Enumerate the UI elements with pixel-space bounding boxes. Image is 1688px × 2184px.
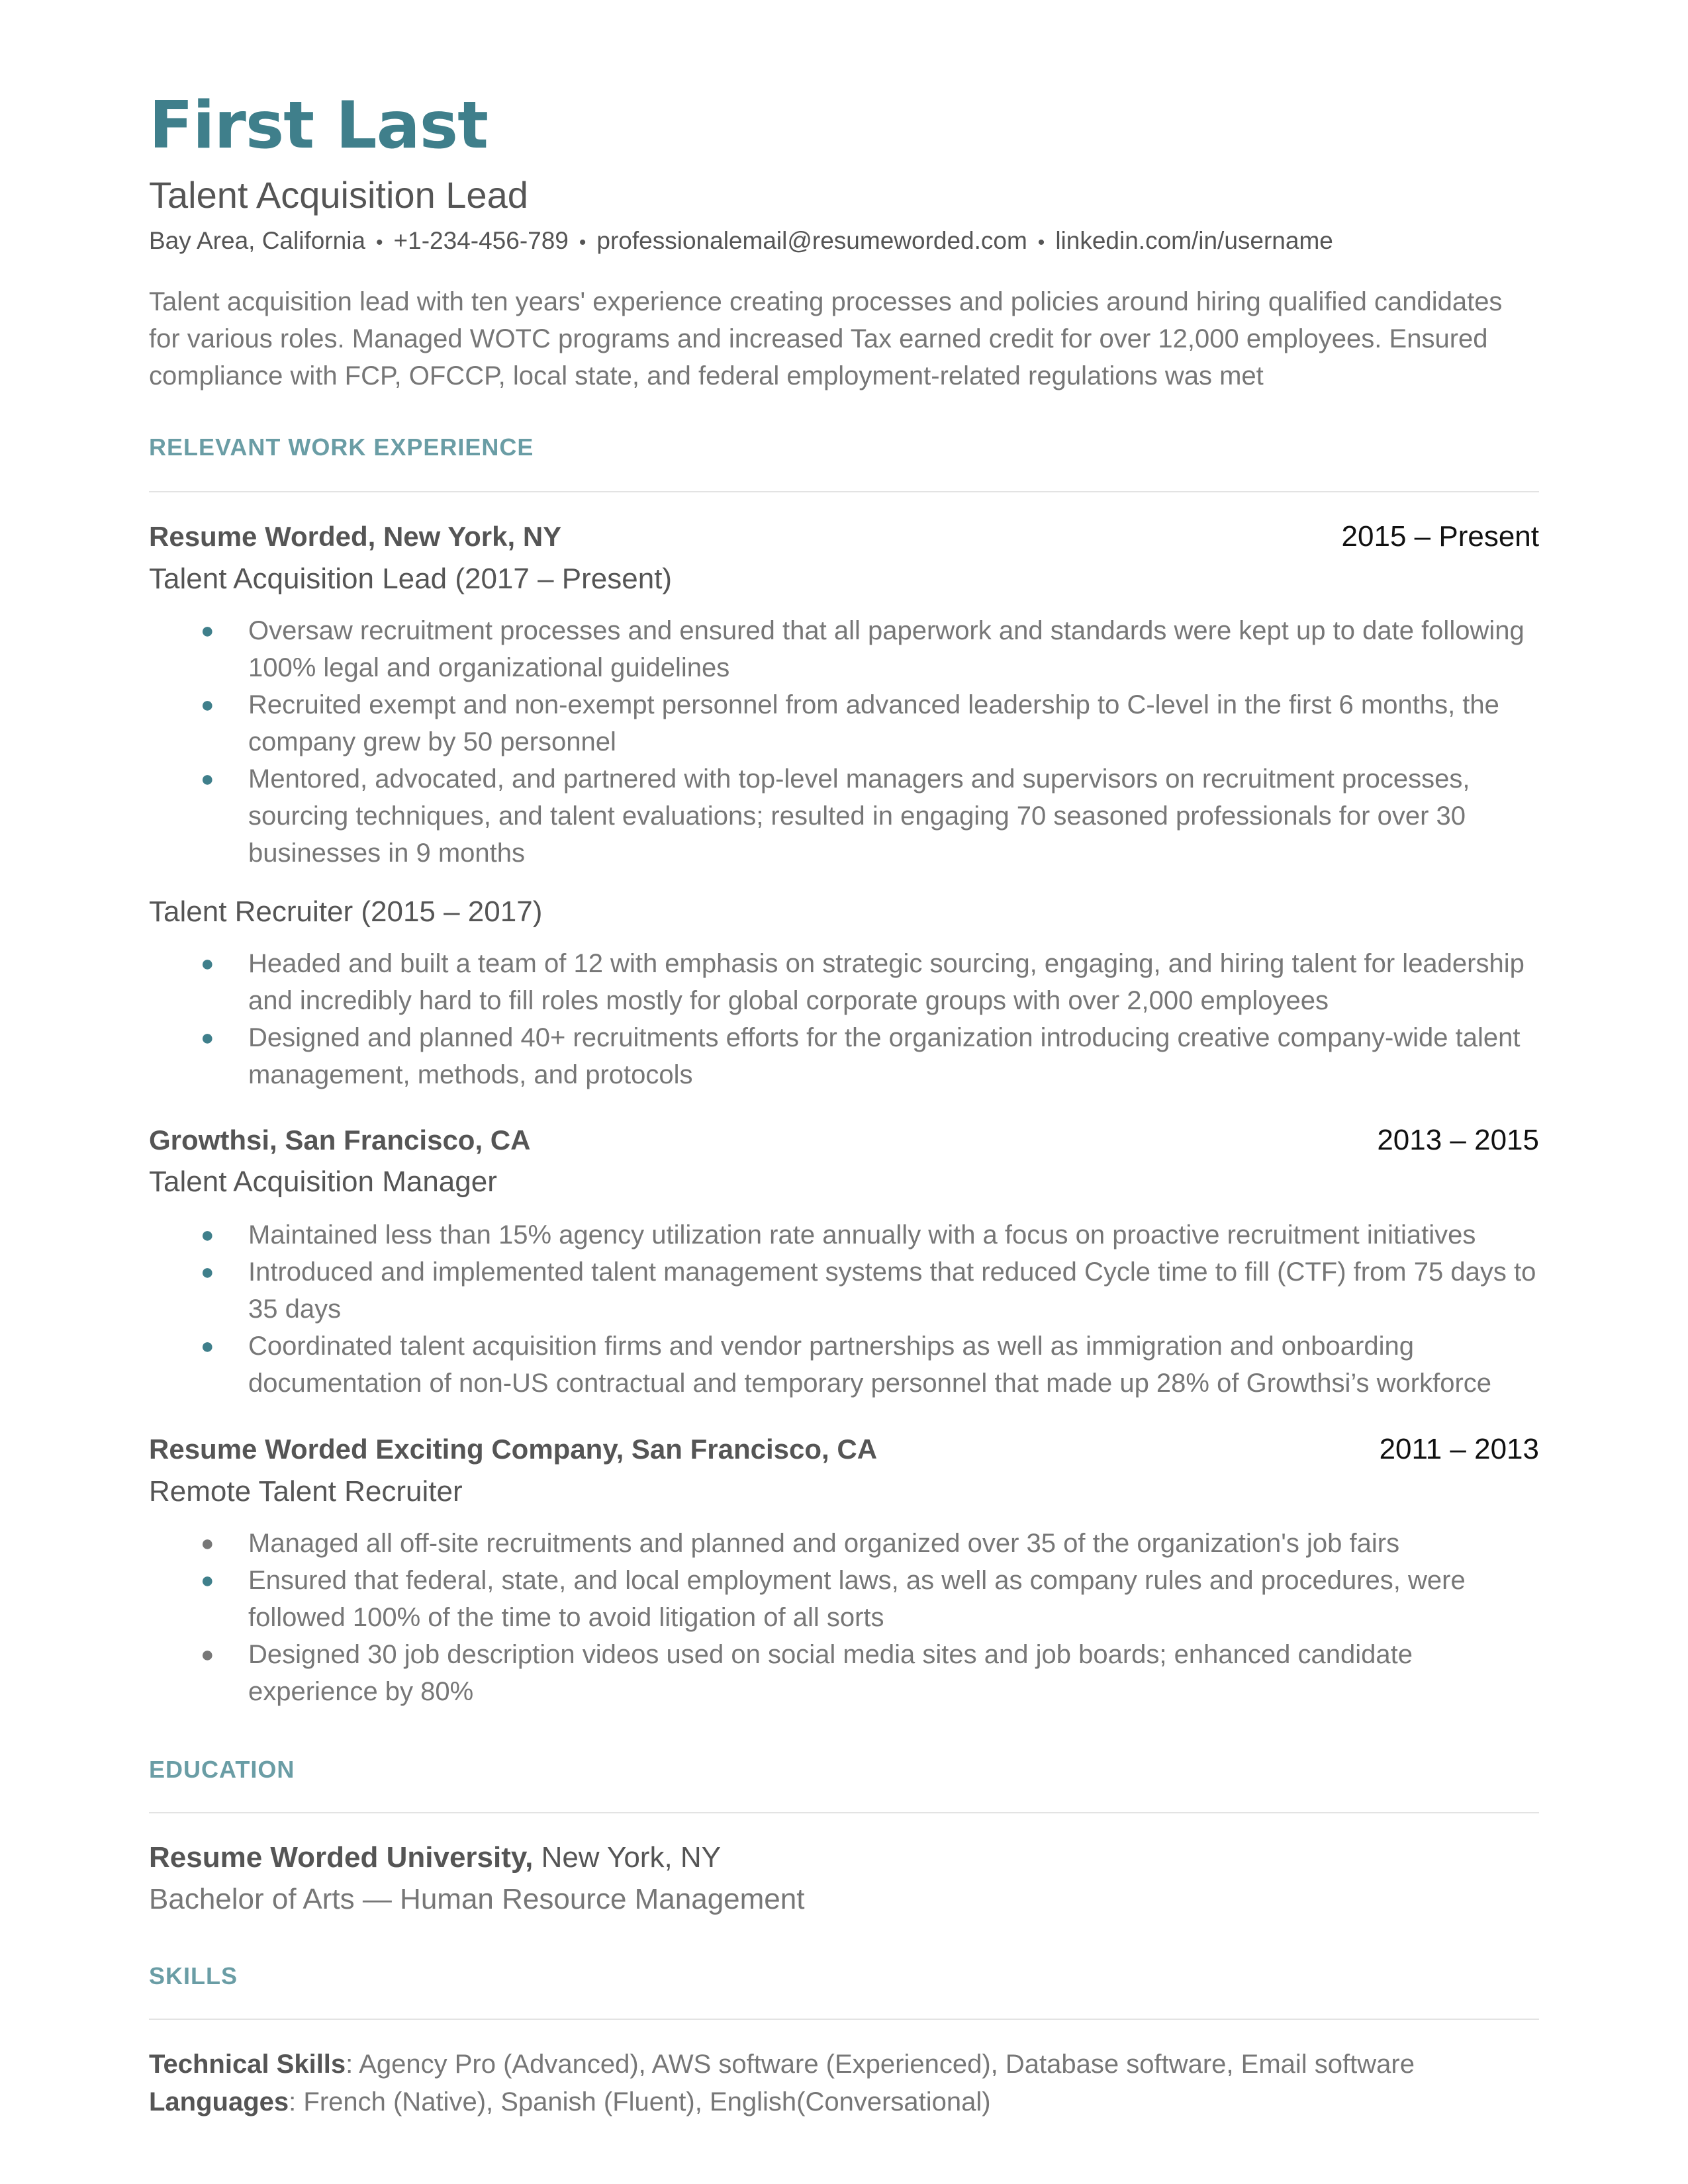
skills-languages-label: Languages bbox=[149, 2087, 289, 2116]
contact-email: professionalemail@resumeworded.com bbox=[596, 227, 1027, 254]
bullet-icon: ● bbox=[201, 766, 214, 792]
bullet-text: Designed and planned 40+ recruitments efforts for the organization introducing creative company-wide talent management, methods, and protocols bbox=[248, 1023, 1521, 1089]
job-bullet-list bbox=[149, 612, 1539, 872]
bullet-text: Oversaw recruitment processes and ensured that all paperwork and standards were kept up to date following 100% legal and organizational guidelines bbox=[248, 616, 1524, 682]
bullet-text: Recruited exempt and non-exempt personnel from advanced leadership to C-level in the first 6 months, the company grew by 50 personnel bbox=[248, 690, 1499, 756]
contact-phone: +1-234-456-789 bbox=[393, 227, 569, 254]
job-header bbox=[149, 1430, 1539, 1469]
section-divider bbox=[149, 491, 1539, 492]
job-company: Resume Worded Exciting Company, San Francisco, CA bbox=[149, 1433, 878, 1465]
skills-technical bbox=[149, 2046, 1415, 2083]
bullet-icon: ● bbox=[201, 951, 214, 976]
job-bullet-list bbox=[149, 945, 1539, 1093]
education-degree: Bachelor of Arts — Human Resource Management bbox=[149, 1883, 805, 1915]
list-item bbox=[149, 1562, 1539, 1636]
bullet-text: Mentored, advocated, and partnered with top-level managers and supervisors on recruitment processes, sourcing techniques, and talent evaluations; resulted in engaging 70 seasoned professionals for over 30 businesses in 9 months bbox=[248, 764, 1470, 868]
bullet-text: Managed all off-site recruitments and planned and organized over 35 of the organization's job fairs bbox=[248, 1529, 1400, 1558]
skills-technical-label: Technical Skills bbox=[149, 2050, 346, 2079]
bullet-icon: ● bbox=[201, 1259, 214, 1285]
bullet-text: Maintained less than 15% agency utilization rate annually with a focus on proactive recruitment initiatives bbox=[248, 1220, 1476, 1250]
list-item bbox=[149, 1253, 1539, 1328]
section-divider bbox=[149, 2019, 1539, 2020]
bullet-icon: ● bbox=[201, 1025, 214, 1050]
headline: Talent Acquisition Lead bbox=[149, 174, 528, 216]
job-bullet-list bbox=[149, 1216, 1539, 1402]
job-role-title: Talent Acquisition Lead (2017 – Present) bbox=[149, 563, 673, 595]
education-location: New York, NY bbox=[541, 1841, 722, 1874]
education-school-line bbox=[149, 1838, 721, 1878]
list-item bbox=[149, 612, 1539, 686]
skills-languages-value: : French (Native), Spanish (Fluent), English(Conversational) bbox=[289, 2087, 991, 2116]
bullet-text: Coordinated talent acquisition firms and vendor partnerships as well as immigration and onboarding documentation of non-US contractual and temporary personnel that made up 28% of Growthsi’s workforce bbox=[248, 1332, 1492, 1398]
bullet-text: Ensured that federal, state, and local employment laws, as well as company rules and procedures, were followed 100% of the time to avoid litigation of all sorts bbox=[248, 1566, 1466, 1632]
job-bullet-list bbox=[149, 1525, 1539, 1710]
contact-linkedin: linkedin.com/in/username bbox=[1055, 227, 1333, 254]
list-item bbox=[149, 945, 1539, 1019]
list-item bbox=[149, 1216, 1539, 1253]
section-divider bbox=[149, 1812, 1539, 1813]
job-header bbox=[149, 1120, 1539, 1160]
job-dates: 2011 – 2013 bbox=[1379, 1433, 1539, 1465]
job-role-title: Remote Talent Recruiter bbox=[149, 1475, 463, 1508]
bullet-text: Headed and built a team of 12 with emphasis on strategic sourcing, engaging, and hiring talent for leadership and incredibly hard to fill roles mostly for global corporate groups with over 2,000 employees bbox=[248, 949, 1524, 1015]
bullet-icon: ● bbox=[201, 1568, 214, 1593]
section-title-experience: RELEVANT WORK EXPERIENCE bbox=[149, 433, 534, 461]
section-title-education: EDUCATION bbox=[149, 1756, 295, 1783]
list-item bbox=[149, 686, 1539, 760]
job-company: Growthsi, San Francisco, CA bbox=[149, 1124, 531, 1156]
bullet-icon: ● bbox=[201, 1531, 214, 1556]
list-item bbox=[149, 1328, 1539, 1402]
list-item bbox=[149, 1019, 1539, 1093]
bullet-icon: ● bbox=[201, 1222, 214, 1248]
separator-dot: • bbox=[579, 232, 586, 253]
bullet-icon: ● bbox=[201, 618, 214, 643]
contact-location: Bay Area, California bbox=[149, 227, 366, 254]
list-item bbox=[149, 760, 1539, 872]
skills-technical-value: : Agency Pro (Advanced), AWS software (Experienced), Database software, Email software bbox=[346, 2050, 1415, 2079]
list-item bbox=[149, 1525, 1539, 1562]
job-dates: 2015 – Present bbox=[1341, 520, 1539, 553]
separator-dot: • bbox=[1037, 232, 1045, 253]
education-school: Resume Worded University, bbox=[149, 1841, 534, 1874]
job-role-title: Talent Recruiter (2015 – 2017) bbox=[149, 895, 543, 928]
bullet-icon: ● bbox=[201, 1334, 214, 1359]
contact-line bbox=[149, 225, 1333, 259]
job-header bbox=[149, 517, 1539, 557]
bullet-icon: ● bbox=[201, 692, 214, 717]
skills-languages bbox=[149, 2083, 991, 2120]
job-company: Resume Worded, New York, NY bbox=[149, 521, 562, 552]
candidate-name: First Last bbox=[149, 88, 488, 163]
list-item bbox=[149, 1636, 1539, 1710]
job-dates: 2013 – 2015 bbox=[1377, 1124, 1539, 1156]
summary-paragraph: Talent acquisition lead with ten years' experience creating processes and policies around hiring qualified candidates for various roles. Managed WOTC programs and increased Tax earned credit for over 12,000 employees. Ensured compliance with FCP, OFCCP, local state, and federal employment-related regulations was met bbox=[149, 287, 1503, 390]
bullet-text: Introduced and implemented talent management systems that reduced Cycle time to fill (CTF) from 75 days to 35 days bbox=[248, 1257, 1536, 1324]
bullet-icon: ● bbox=[201, 1642, 214, 1667]
job-role-title: Talent Acquisition Manager bbox=[149, 1165, 497, 1198]
separator-dot: • bbox=[376, 232, 383, 253]
bullet-text: Designed 30 job description videos used on social media sites and job boards; enhanced candidate experience by 80% bbox=[248, 1640, 1413, 1706]
section-title-skills: SKILLS bbox=[149, 1962, 238, 1989]
